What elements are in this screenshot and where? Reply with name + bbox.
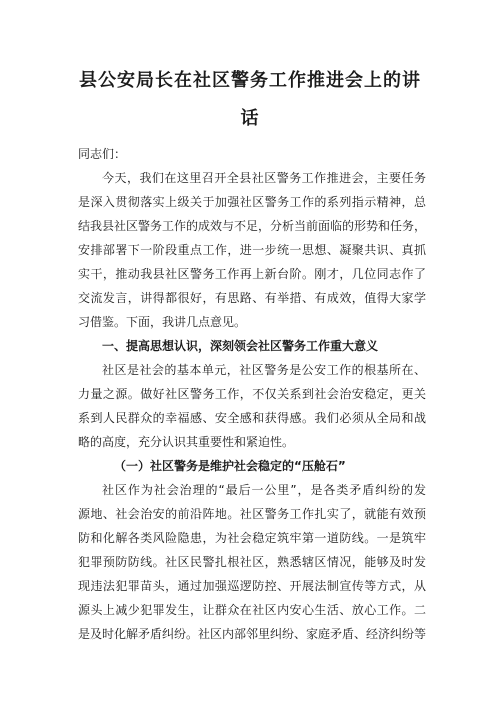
body-text-line: 是及时化解矛盾纠纷。社区内部邻里纠纷、家庭矛盾、经济纠纷等 [78, 627, 427, 641]
document-title-line-2: 话 [240, 108, 260, 129]
section-heading: 一、提高思想认识，深刻领会社区警务工作重大意义 [102, 339, 379, 353]
salutation: 同志们： [78, 147, 127, 161]
body-text-line: 交流发言，讲得都很好，有思路、有举措、有成效，值得大家学 [78, 291, 426, 305]
body-text-line: 习借鉴。下面，我讲几点意见。 [78, 315, 247, 329]
body-text-line: 实干，推动我县社区警务工作再上新台阶。刚才，几位同志作了 [78, 267, 426, 281]
body-text-line: 社区作为社会治理的“最后一公里”，是各类矛盾纠纷的发 [102, 483, 426, 497]
body-text-line: 系到人民群众的幸福感、安全感和获得感。我们必须从全局和战 [78, 411, 426, 425]
section-heading: （一）社区警务是维护社会稳定的“压舱石” [114, 459, 346, 473]
body-text-line: 略的高度，充分认识其重要性和紧迫性。 [78, 435, 295, 449]
body-text-line: 力量之源。做好社区警务工作，不仅关系到社会治安稳定，更关 [78, 387, 426, 401]
body-text-line: 源地、社会治安的前沿阵地。社区警务工作扎实了，就能有效预 [78, 507, 426, 521]
body-text-line: 现违法犯罪苗头，通过加强巡逻防控、开展法制宣传等方式，从 [78, 579, 426, 593]
body-text-line: 结我县社区警务工作的成效与不足，分析当前面临的形势和任务， [78, 219, 427, 233]
body-text-line: 社区是社会的基本单元，社区警务是公安工作的根基所在、 [102, 363, 426, 377]
body-text-line: 安排部署下一阶段重点工作，进一步统一思想、凝聚共识、真抓 [78, 243, 426, 257]
body-text-line: 今天，我们在这里召开全县社区警务工作推进会，主要任务 [102, 171, 426, 185]
document-title-line-1: 县公安局长在社区警务工作推进会上的讲 [79, 70, 421, 91]
body-text-line: 源头上减少犯罪发生，让群众在社区内安心生活、放心工作。二 [78, 603, 426, 617]
body-text-line: 犯罪预防防线。社区民警扎根社区，熟悉辖区情况，能够及时发 [78, 555, 426, 569]
body-text-line: 防和化解各类风险隐患，为社会稳定筑牢第一道防线。一是筑牢 [78, 531, 426, 545]
body-text-line: 是深入贯彻落实上级关于加强社区警务工作的系列指示精神，总 [78, 195, 426, 209]
